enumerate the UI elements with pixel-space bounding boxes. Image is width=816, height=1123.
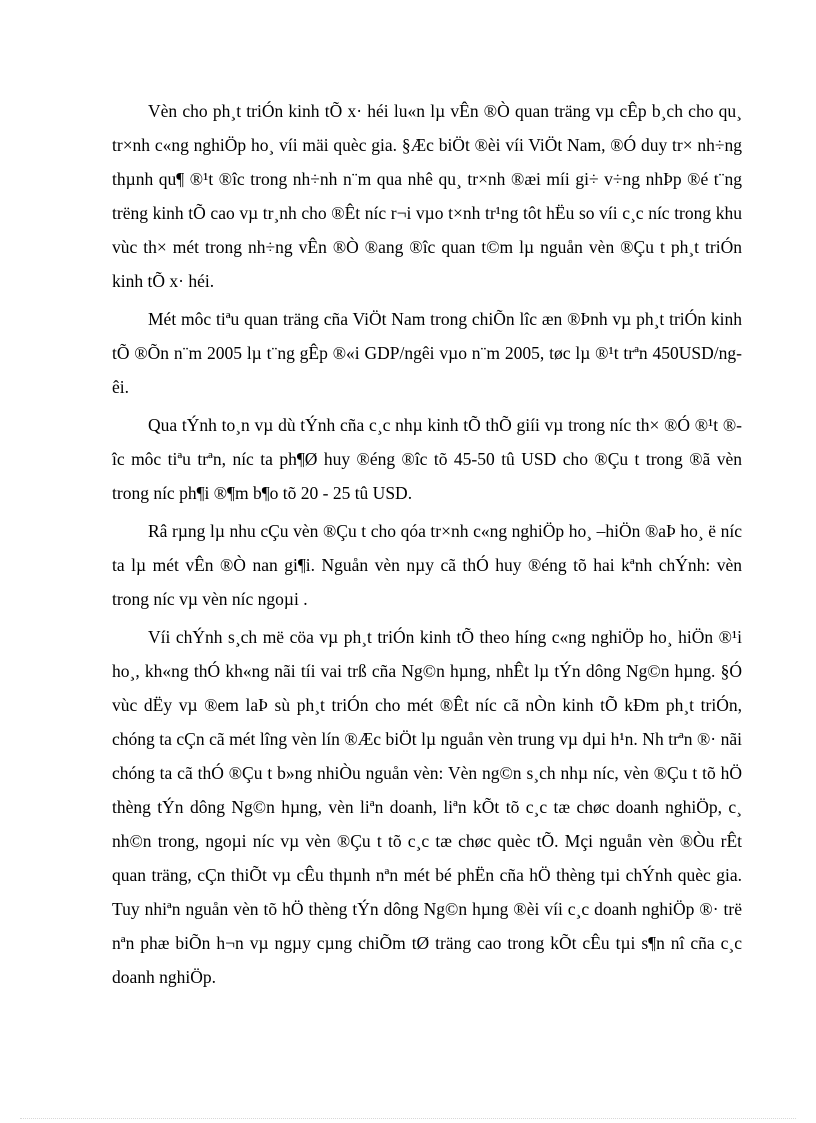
paragraph-5: Víi chÝnh s¸ch më cöa vµ ph¸t triÓn kinh tÕ theo híng c«ng nghiÖp ho¸ hiÖn ®¹i ho¸, kh«ng thÓ kh«ng nãi tíi vai trß cña Ng©n hµng, nhÊt lµ tÝn dông Ng©n hµng. §Ó vùc dËy vµ ®em laÞ sù ph¸t triÓn cho mét ®Êt níc cã nÒn kinh tÕ kÐm ph¸t triÓn, chóng ta cÇn cã mét lîng vèn lín ®Æc biÖt lµ nguån vèn trung vµ dµi h¹n. Nh trªn ®· nãi chóng ta cã thÓ ®Çu t b»ng nhiÒu nguån vèn: Vèn ng©n s¸ch nhµ níc, vèn ®Çu t tõ hÖ thèng tÝn dông Ng©n hµng, vèn liªn doanh, liªn kÕt tõ c¸c tæ chøc doanh nghiÖp, c¸ nh©n trong, ngoµi níc vµ vèn ®Çu t tõ c¸c tæ chøc quèc tÕ. Mçi nguån vèn ®Òu rÊt quan träng, cÇn thiÕt vµ cÊu thµnh nªn mét bé phËn cña hÖ thèng tµi chÝnh quèc gia. Tuy nhiªn nguån vèn tõ hÖ thèng tÝn dông Ng©n hµng ®èi víi c¸c doanh nghiÖp ®· trë nªn phæ biÕn h¬n vµ ngµy cµng chiÕm tØ träng cao trong kÕt cÊu tµi s¶n nî cña c¸c doanh nghiÖp. — [112, 627, 742, 987]
paragraph-2: Mét môc tiªu quan träng cña ViÖt Nam trong chiÕn lîc æn ®Þnh vµ ph¸t triÓn kinh tÕ ®Õn n¨m 2005 lµ t¨ng gÊp ®«i GDP/ngêi vµo n¨m 2005, tøc lµ ®¹t trªn 450USD/ngêi. — [112, 309, 742, 397]
document-body — [112, 94, 742, 998]
paragraph-4: Râ rµng lµ nhu cÇu vèn ®Çu t cho qóa tr×nh c«ng nghiÖp ho¸ –hiÖn ®aÞ ho¸ ë níc ta lµ mét vÊn ®Ò nan gi¶i. Nguån vèn nµy cã thÓ huy ®éng tõ hai kªnh chÝnh: vèn trong níc vµ vèn níc ngoµi . — [112, 521, 742, 609]
paragraph-1: Vèn cho ph¸t triÓn kinh tÕ x· héi lu«n lµ vÊn ®Ò quan träng vµ cÊp b¸ch cho qu¸ tr×nh c«ng nghiÖp ho¸ víi mäi quèc gia. §Æc biÖt ®èi víi ViÖt Nam, ®Ó duy tr× nh÷ng thµnh qu¶ ®¹t ®îc trong nh÷nh n¨m qua nhê qu¸ tr×nh ®æi míi gi÷ v÷ng nhÞp ®é t¨ng trëng kinh tÕ cao vµ tr¸nh cho ®Êt níc r¬i vµo t×nh tr¹ng tôt hËu so víi c¸c níc trong khu vùc th× mét trong nh÷ng vÊn ®Ò ®ang ®îc quan t©m lµ nguån vèn ®Çu t ph¸t triÓn kinh tÕ x· héi. — [112, 101, 742, 291]
page-bottom-divider — [20, 1118, 796, 1119]
paragraph-3: Qua tÝnh to¸n vµ dù tÝnh cña c¸c nhµ kinh tÕ thÕ giíi vµ trong níc th× ®Ó ®¹t ®îc môc tiªu trªn, níc ta ph¶Ø huy ®éng ®îc tõ 45-50 tû USD cho ®Çu t trong ®ã vèn trong níc ph¶i ®¶m b¶o tõ 20 - 25 tû USD. — [112, 415, 742, 503]
